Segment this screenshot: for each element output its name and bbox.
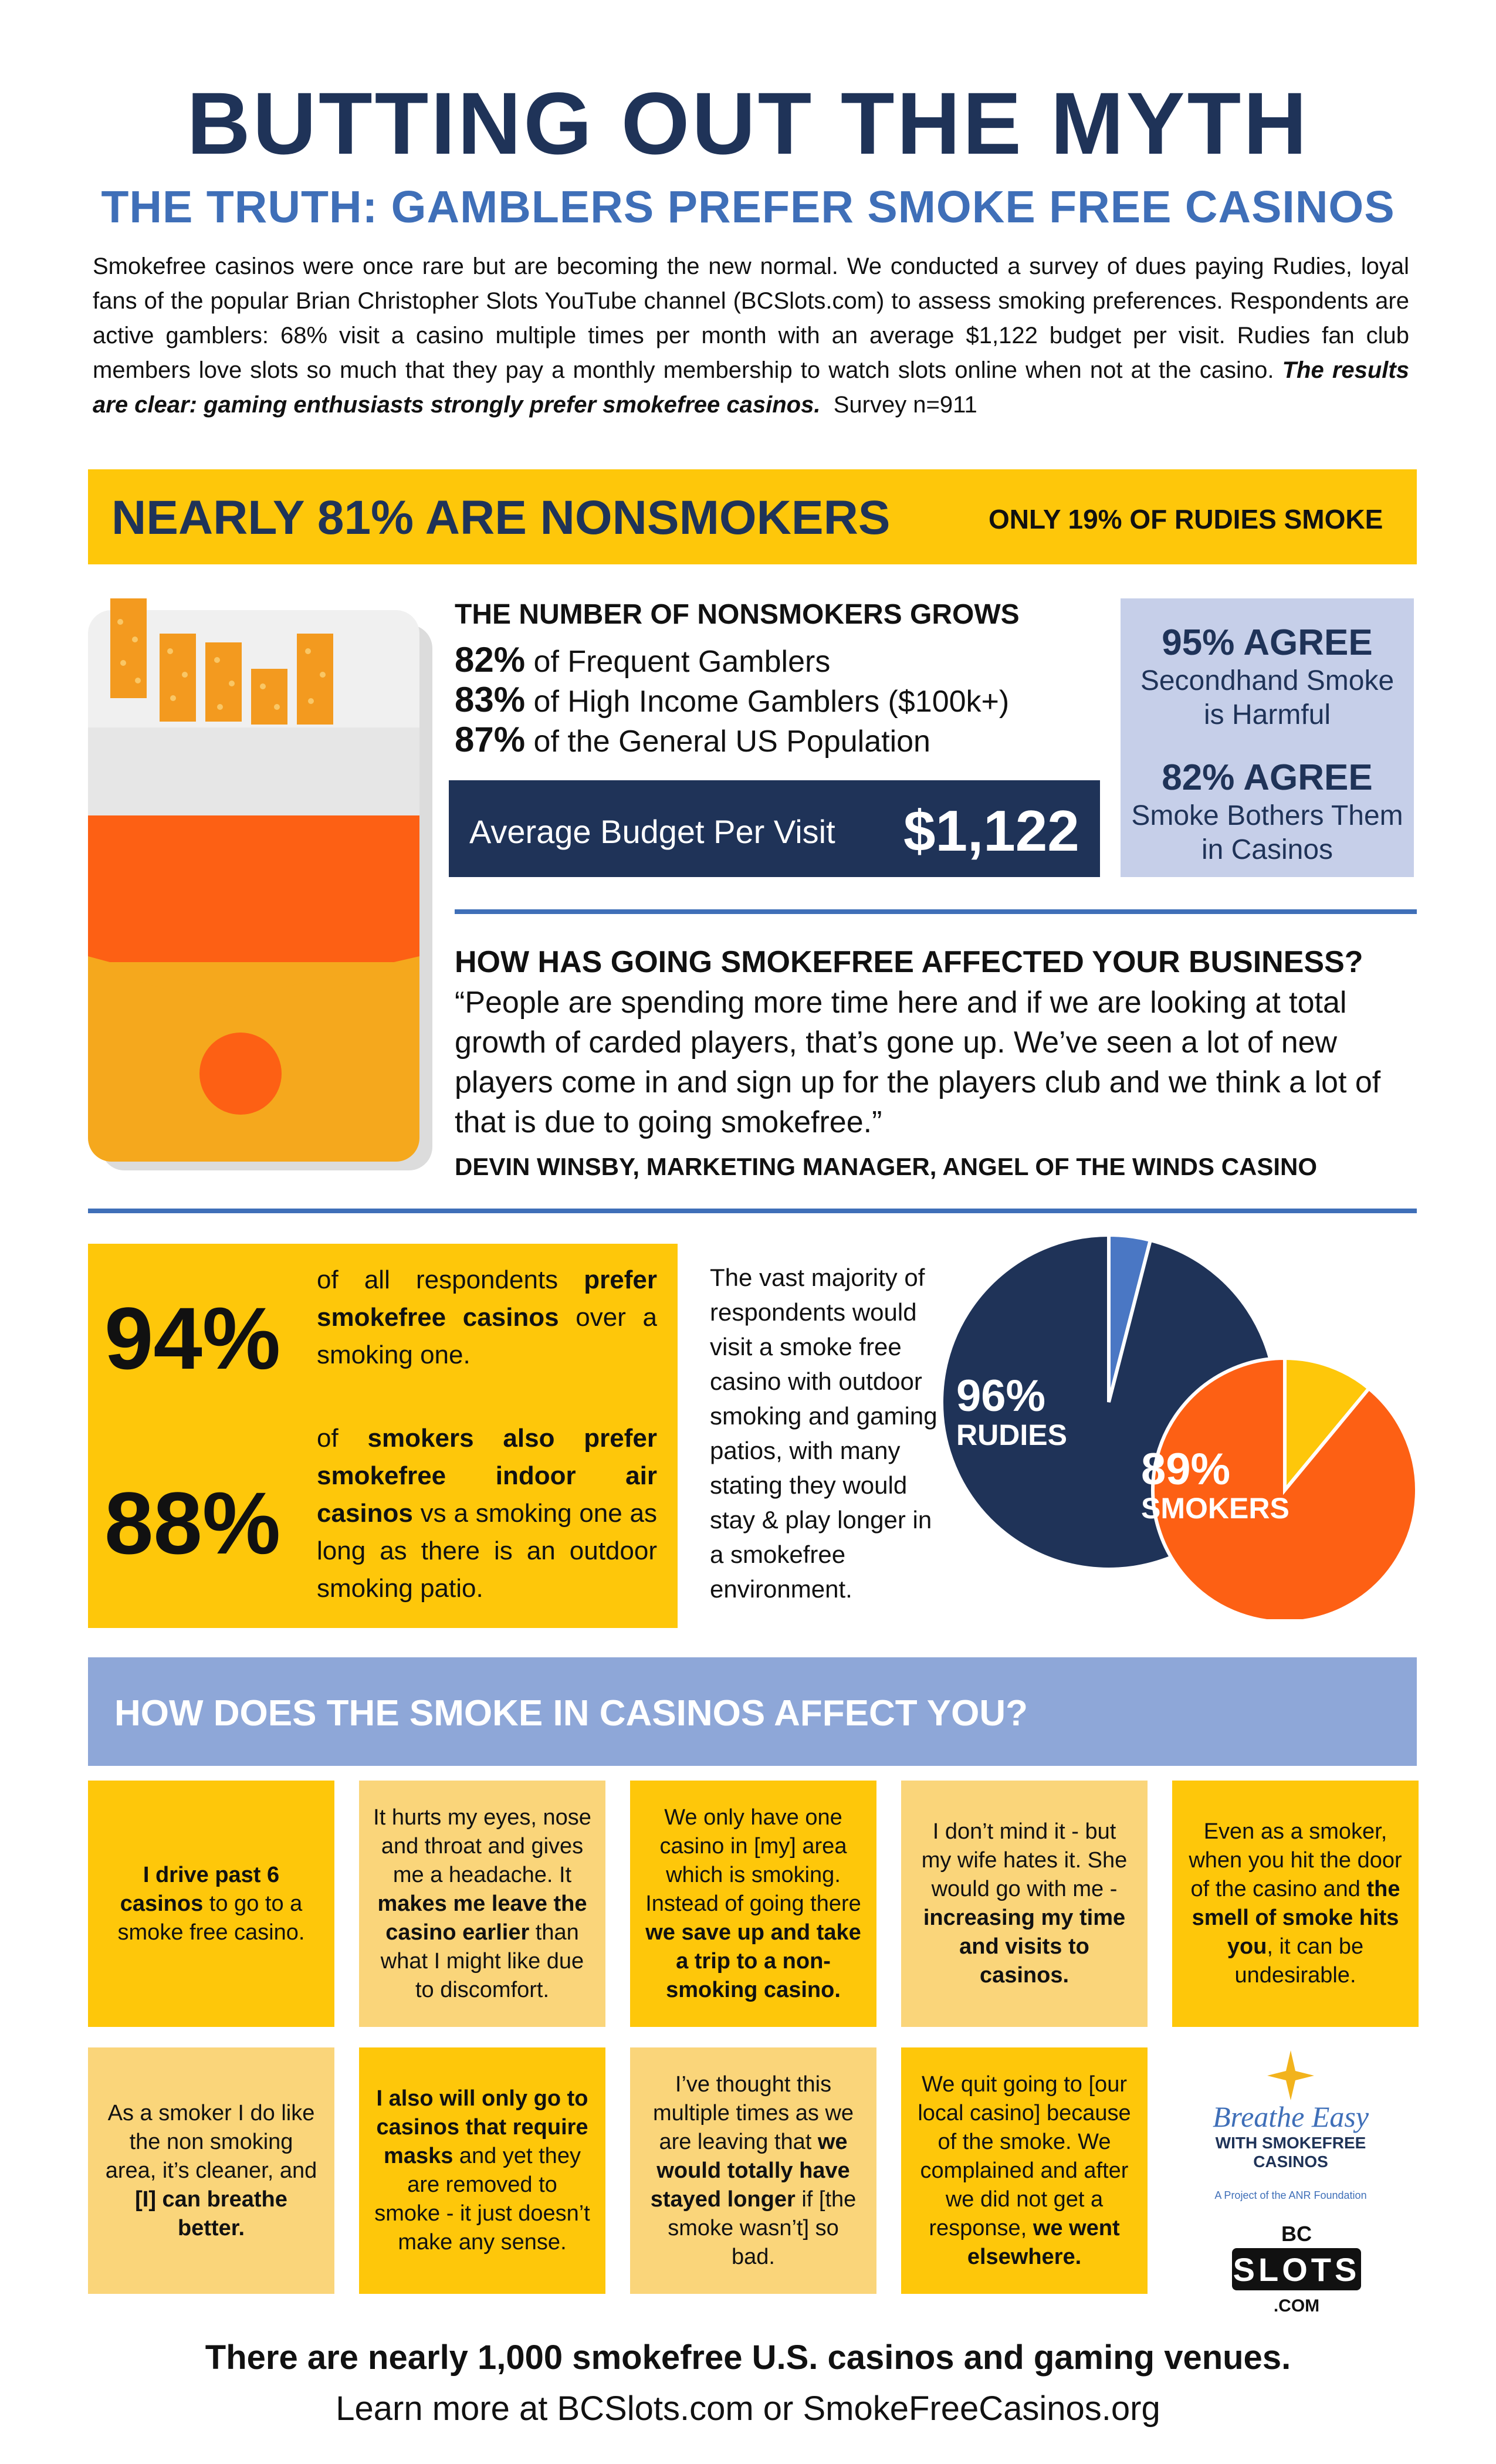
budget-label: Average Budget Per Visit [469,813,835,850]
grows-pct: 87% [455,720,526,759]
testimonial-emphasis: I drive past 6 casinos [120,1862,280,1916]
testimonial-emphasis: increasing my time and visits to casinos. [923,1905,1126,1988]
preference-stats-box [88,1244,678,1628]
agree-box [1121,598,1414,877]
testimonial-emphasis: [I] can breathe better. [135,2187,287,2240]
pie-rudies-pct: 96% [956,1371,1046,1421]
stat-94-value: 94% [104,1289,281,1387]
page-title: BUTTING OUT THE MYTH [187,74,1309,172]
footer-links: Learn more at BCSlots.com or SmokeFreeCasinos.org [336,2389,1160,2428]
testimonial-card [88,2047,334,2294]
agree-stat-1: 95% AGREE [1162,622,1373,663]
logo2-bot: .COM [1273,2296,1320,2316]
testimonial-emphasis: we save up and take a trip to a non-smoking casino. [645,1920,861,2002]
affect-band [88,1657,1417,1766]
logo1-line4: A Project of the ANR Foundation [1214,2189,1367,2201]
testimonial-text: , it can be undesirable. [1234,1934,1364,1988]
grows-pct: 83% [455,680,526,719]
intro-text: Smokefree casinos were once rare but are becoming the new normal. We conducted a survey of dues paying Rudies, loyal fans of the popular Brian Christopher Slots YouTube channel (BCSlots.com) to assess smoking preferences. Respondents are active gamblers: 68% visit a casino multiple times per month with an average $1,122 budget per visit. Rudies fan club members love slots so much that they pay a monthly membership to watch slots online when not at the casino. [93,253,1409,383]
logo1-line2: WITH SMOKEFREE [1215,2134,1366,2152]
logo2-top: BC [1281,2222,1312,2246]
grows-pct: 82% [455,640,526,679]
stat-88-text-c: vs a smoking one as long as there is an outdoor smoking patio. [317,1499,657,1603]
stat-94-text-c: over a smoking one. [317,1303,657,1369]
stat-88-value: 88% [104,1474,281,1572]
testimonial-emphasis: we went elsewhere. [967,2215,1120,2269]
testimonial-quote: “People are spending more time here and if we are looking at total growth of carded players, that’s gone up. We’ve seen a lot of new players come in and sign up for the players club and we think a lot of that is due to going smokefree.” [455,986,1381,1139]
grows-title: THE NUMBER OF NONSMOKERS GROWS [455,599,1020,630]
testimonial-card [359,1781,605,2027]
footer-statement: There are nearly 1,000 smokefree U.S. casinos and gaming venues. [205,2338,1291,2377]
intro-paragraph [93,249,1409,422]
agree-stat-2: 82% AGREE [1162,757,1373,798]
stat-88-text [317,1420,657,1607]
testimonial-card-text [915,2070,1133,2272]
page-subtitle: THE TRUTH: GAMBLERS PREFER SMOKE FREE CASINOS [101,182,1395,232]
stat-94-text-a: of all respondents [317,1265,584,1294]
logo1-line3: CASINOS [1253,2152,1328,2171]
smokers-subheadline: ONLY 19% OF RUDIES SMOKE [989,504,1383,534]
budget-value: $1,122 [903,798,1079,863]
stat-94-text [317,1261,657,1374]
nonsmokers-headline: NEARLY 81% ARE NONSMOKERS [111,491,891,544]
testimonial-card-text [102,2099,320,2243]
logo2-mid: SLOTS [1233,2251,1360,2288]
testimonial-text: We only have one casino in [my] area which is smoking. Instead of going there [645,1805,861,1916]
survey-n: Survey n=911 [833,392,977,418]
question-title: HOW HAS GOING SMOKEFREE AFFECTED YOUR BUSINESS? [455,945,1363,979]
testimonial-emphasis: I also will only go to casinos that require masks [376,2086,588,2168]
budget-box [449,780,1100,877]
agree-text-1a: Secondhand Smoke [1140,665,1395,696]
testimonial-text: It hurts my eyes, nose and throat and gives me a headache. It [373,1805,591,1887]
testimonial-text: We quit going to [our local casino] because of the smoke. We complained and after we did not get a response, [918,2072,1131,2240]
pie-rudies-name: RUDIES [956,1419,1067,1451]
patio-paragraph: The vast majority of respondents would visit a smoke free casino with outdoor smoking and gaming patios, with many stating they would stay & play longer in a smokefree environment. [710,1264,937,1603]
grows-item [455,679,1009,720]
testimonial-text: if [the smoke wasn’t] so bad. [668,2187,857,2269]
testimonial-text: than what I might like due to discomfort. [380,1920,584,2002]
testimonial-emphasis: makes me leave the casino earlier [377,1891,587,1945]
logo1-line1: Breathe Easy [1212,2100,1369,2133]
testimonial-card-text [644,1803,862,2005]
stat-88-text-b: smokers also prefer smokefree indoor air casinos [317,1424,658,1528]
pie-smokers-name: SMOKERS [1141,1492,1289,1525]
testimonial-text: to go to a smoke free casino. [117,1891,305,1945]
testimonial-card [630,2047,876,2294]
pie-smokers-pct: 89% [1141,1444,1231,1494]
testimonial-card [359,2047,605,2294]
divider [455,909,1417,914]
intro-bold: The results are clear: gaming enthusiasts strongly prefer smokefree casinos. [93,357,1409,418]
testimonial-text: Even as a smoker, when you hit the door of the casino and [1189,1819,1402,1901]
testimonial-text: As a smoker I do like the non smoking area, it’s cleaner, and [105,2100,317,2183]
cigarette-pack-icon [88,587,440,1173]
testimonial-card-text [915,1817,1133,1990]
agree-text-2b: in Casinos [1201,834,1333,865]
grows-item [455,639,830,680]
grows-item [455,719,930,760]
quote-attribution: DEVIN WINSBY, MARKETING MANAGER, ANGEL OF THE WINDS CASINO [455,1153,1318,1180]
testimonial-card [88,1781,334,2027]
testimonial-text: and yet they are removed to smoke - it just doesn’t make any sense. [374,2144,590,2255]
stat-94-text-b: prefer smokefree casinos [317,1265,657,1332]
testimonial-card-text [373,2084,591,2257]
stat-88-text-a: of [317,1424,368,1453]
testimonial-card-text [373,1803,591,2005]
bc-slots-logo [1226,2218,1367,2317]
testimonial-card [1172,1781,1419,2027]
nonsmokers-band [88,469,1417,564]
agree-text-1b: is Harmful [1203,699,1331,730]
grows-text: of Frequent Gamblers [525,645,831,679]
testimonial-card [901,2047,1148,2294]
testimonial-card [630,1781,876,2027]
testimonial-card [901,1781,1148,2027]
testimonial-emphasis: we would totally have stayed longer [650,2129,850,2212]
agree-text-2a: Smoke Bothers Them [1131,800,1403,831]
grows-text: of the General US Population [525,725,930,759]
testimonial-card-text [102,1861,320,1947]
testimonial-text: I’ve thought this multiple times as we are leaving that [652,2072,854,2154]
testimonial-card-text [1186,1817,1404,1990]
testimonial-card-text [644,2070,862,2272]
preference-pie-charts [939,1232,1455,1619]
grows-text: of High Income Gamblers ($100k+) [525,685,1010,719]
affect-heading: HOW DOES THE SMOKE IN CASINOS AFFECT YOU? [114,1693,1028,1734]
breathe-easy-logo [1179,2047,1402,2206]
testimonial-text: I don’t mind it - but my wife hates it. She would go with me - [921,1819,1128,1901]
testimonial-emphasis: the smell of smoke hits you [1192,1877,1400,1959]
divider [88,1209,1417,1213]
